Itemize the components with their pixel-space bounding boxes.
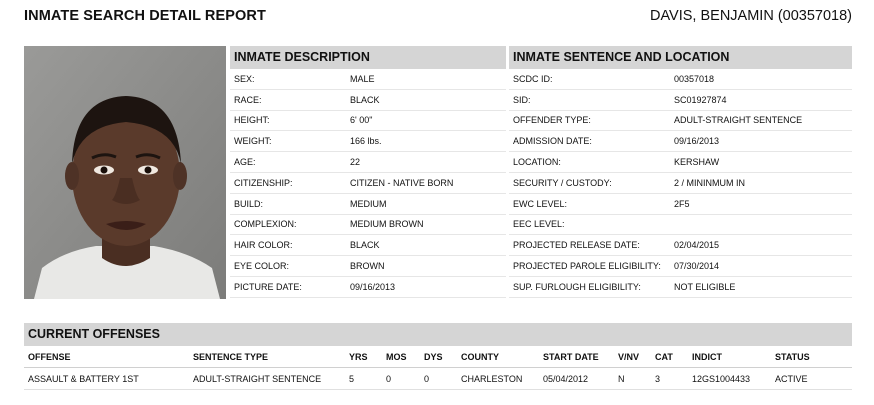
description-row: [230, 90, 506, 111]
column-yrs: YRS: [349, 352, 368, 362]
description-value: BLACK: [350, 240, 380, 251]
description-row: [230, 277, 506, 298]
column-sentence-type: SENTENCE TYPE: [193, 352, 269, 362]
sentence-value: SC01927874: [674, 94, 727, 105]
sentence-label: SCDC ID:: [513, 73, 553, 84]
description-value: BROWN: [350, 261, 385, 272]
sentence-label: LOCATION:: [513, 157, 561, 168]
sentence-label: SID:: [513, 94, 531, 105]
inmate-photo: [24, 46, 226, 299]
sentence-row: [509, 277, 852, 298]
sentence-label: SUP. FURLOUGH ELIGIBILITY:: [513, 281, 641, 292]
sentence-row: [509, 111, 852, 132]
description-value: MEDIUM: [350, 198, 387, 209]
status-cell: ACTIVE: [775, 374, 808, 384]
description-row: [230, 173, 506, 194]
column-cat: CAT: [655, 352, 673, 362]
dys-cell: 0: [424, 374, 430, 384]
description-value: 166 lbs.: [350, 136, 382, 147]
description-row: [230, 235, 506, 256]
sentence-value: 09/16/2013: [674, 136, 720, 147]
description-row: [230, 131, 506, 152]
description-label: HEIGHT:: [234, 115, 270, 126]
description-row: [230, 256, 506, 277]
column-offense: OFFENSE: [28, 352, 71, 362]
description-label: BUILD:: [234, 198, 264, 209]
column-indict: INDICT: [692, 352, 722, 362]
column-vnv: V/NV: [618, 352, 640, 362]
sentence-row: [509, 152, 852, 173]
column-start-date: START DATE: [543, 352, 599, 362]
sentence-row: [509, 90, 852, 111]
inmate-description-header: INMATE DESCRIPTION: [230, 46, 506, 69]
description-row: [230, 69, 506, 90]
description-value: MALE: [350, 73, 375, 84]
offenses-column-headers: [24, 346, 852, 368]
sentence-value: 2 / MININMUM IN: [674, 177, 745, 188]
inmate-photo-illustration: [24, 46, 226, 299]
sentence-value: 07/30/2014: [674, 261, 720, 272]
sentence-value: NOT ELIGIBLE: [674, 281, 736, 292]
mos-cell: 0: [386, 374, 392, 384]
indict-cell: 12GS1004433: [692, 374, 751, 384]
description-label: WEIGHT:: [234, 136, 272, 147]
description-label: HAIR COLOR:: [234, 240, 293, 251]
sentence-location-panel: [509, 46, 852, 298]
report-title: INMATE SEARCH DETAIL REPORT: [24, 8, 266, 24]
current-offenses-header: CURRENT OFFENSES: [24, 323, 852, 346]
column-mos: MOS: [386, 352, 407, 362]
description-label: RACE:: [234, 94, 262, 105]
description-row: [230, 215, 506, 236]
sentence-label: OFFENDER TYPE:: [513, 115, 591, 126]
sentence-row: [509, 215, 852, 236]
description-value: CITIZEN - NATIVE BORN: [350, 177, 454, 188]
column-status: STATUS: [775, 352, 810, 362]
start-date-cell: 05/04/2012: [543, 374, 589, 384]
sentence-row: [509, 235, 852, 256]
sentence-row: [509, 131, 852, 152]
description-row: [230, 194, 506, 215]
description-value: 22: [350, 157, 361, 168]
sentence-label: PROJECTED RELEASE DATE:: [513, 240, 640, 251]
inmate-name: DAVIS, BENJAMIN (00357018): [649, 8, 852, 24]
table-row: [24, 368, 852, 390]
description-label: PICTURE DATE:: [234, 281, 302, 292]
description-label: AGE:: [234, 157, 256, 168]
description-label: CITIZENSHIP:: [234, 177, 293, 188]
sentence-value: 2F5: [674, 198, 690, 209]
column-dys: DYS: [424, 352, 443, 362]
inmate-description-panel: [230, 46, 506, 298]
sentence-label: ADMISSION DATE:: [513, 136, 592, 147]
description-label: EYE COLOR:: [234, 261, 290, 272]
sentence-location-header: INMATE SENTENCE AND LOCATION: [509, 46, 852, 69]
sentence-value: KERSHAW: [674, 157, 720, 168]
description-value: 09/16/2013: [350, 281, 396, 292]
county-cell: CHARLESTON: [461, 374, 523, 384]
sentence-label: PROJECTED PAROLE ELIGIBILITY:: [513, 261, 661, 272]
vnv-cell: N: [618, 374, 625, 384]
yrs-cell: 5: [349, 374, 355, 384]
sentence-row: [509, 69, 852, 90]
description-row: [230, 152, 506, 173]
cat-cell: 3: [655, 374, 661, 384]
sentence-row: [509, 256, 852, 277]
description-label: SEX:: [234, 73, 255, 84]
description-value: BLACK: [350, 94, 380, 105]
offense-cell: ASSAULT & BATTERY 1ST: [28, 374, 139, 384]
sentence-value: ADULT-STRAIGHT SENTENCE: [674, 115, 803, 126]
description-value: MEDIUM BROWN: [350, 219, 424, 230]
column-county: COUNTY: [461, 352, 499, 362]
description-row: [230, 111, 506, 132]
sentence-value: 02/04/2015: [674, 240, 720, 251]
current-offenses-table: [24, 323, 852, 390]
description-label: COMPLEXION:: [234, 219, 297, 230]
sentence-label: EEC LEVEL:: [513, 219, 565, 230]
sentence-type-cell: ADULT-STRAIGHT SENTENCE: [193, 374, 322, 384]
sentence-row: [509, 194, 852, 215]
sentence-row: [509, 173, 852, 194]
sentence-label: SECURITY / CUSTODY:: [513, 177, 612, 188]
description-value: 6' 00": [350, 115, 373, 126]
sentence-value: 00357018: [674, 73, 715, 84]
sentence-label: EWC LEVEL:: [513, 198, 568, 209]
